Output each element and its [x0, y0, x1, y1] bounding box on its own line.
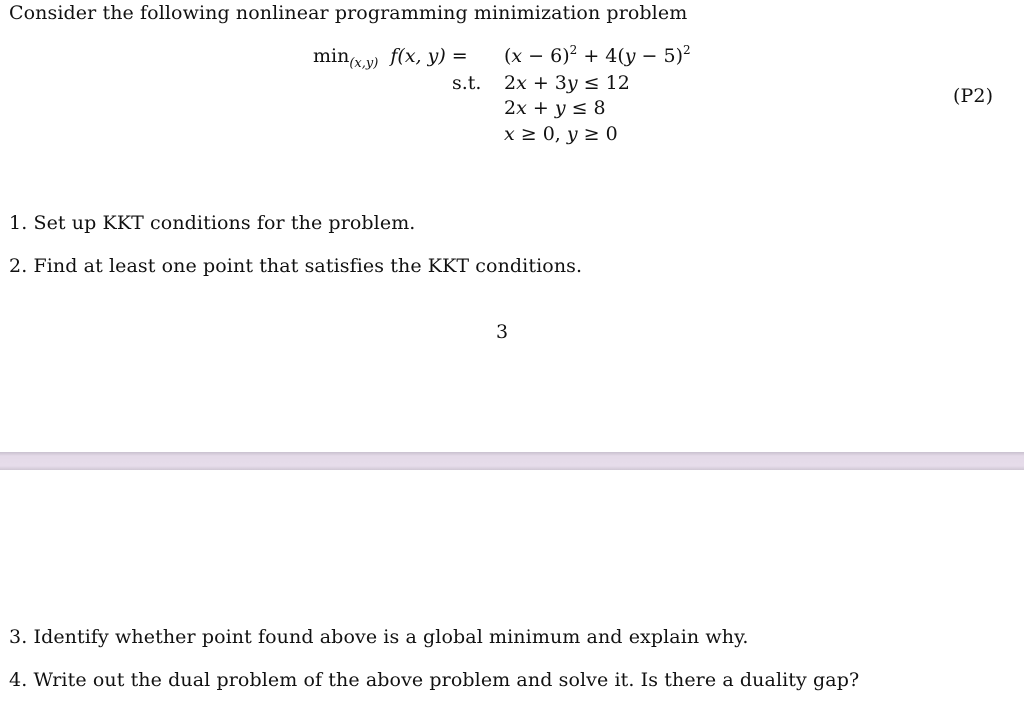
objective-lhs: f(x, y) = [390, 45, 468, 67]
page-divider [0, 452, 1024, 470]
constraint-3: x ≥ 0, y ≥ 0 [504, 123, 618, 145]
constraint-1: 2x + 3y ≤ 12 [504, 72, 630, 94]
constraint-2: 2x + y ≤ 8 [504, 97, 606, 119]
intro-text: Consider the following nonlinear programming minimization problem [9, 2, 688, 24]
question-2: 2. Find at least one point that satisfies the KKT conditions. [9, 255, 583, 277]
min-subscript: (x,y) [349, 56, 379, 71]
st-label: s.t. [452, 72, 482, 94]
document-page-bottom [0, 470, 1024, 712]
min-operator: min [313, 45, 350, 67]
question-3: 3. Identify whether point found above is a global minimum and explain why. [9, 626, 749, 648]
page-number: 3 [496, 321, 509, 343]
question-4: 4. Write out the dual problem of the above problem and solve it. Is there a duality gap? [9, 669, 860, 691]
objective-rhs: $(x - 6)^2 + 4(y - 5)^2$ [504, 43, 691, 67]
objective-label [313, 44, 468, 71]
equation-tag: (P2) [953, 85, 994, 107]
question-1: 1. Set up KKT conditions for the problem. [9, 212, 416, 234]
